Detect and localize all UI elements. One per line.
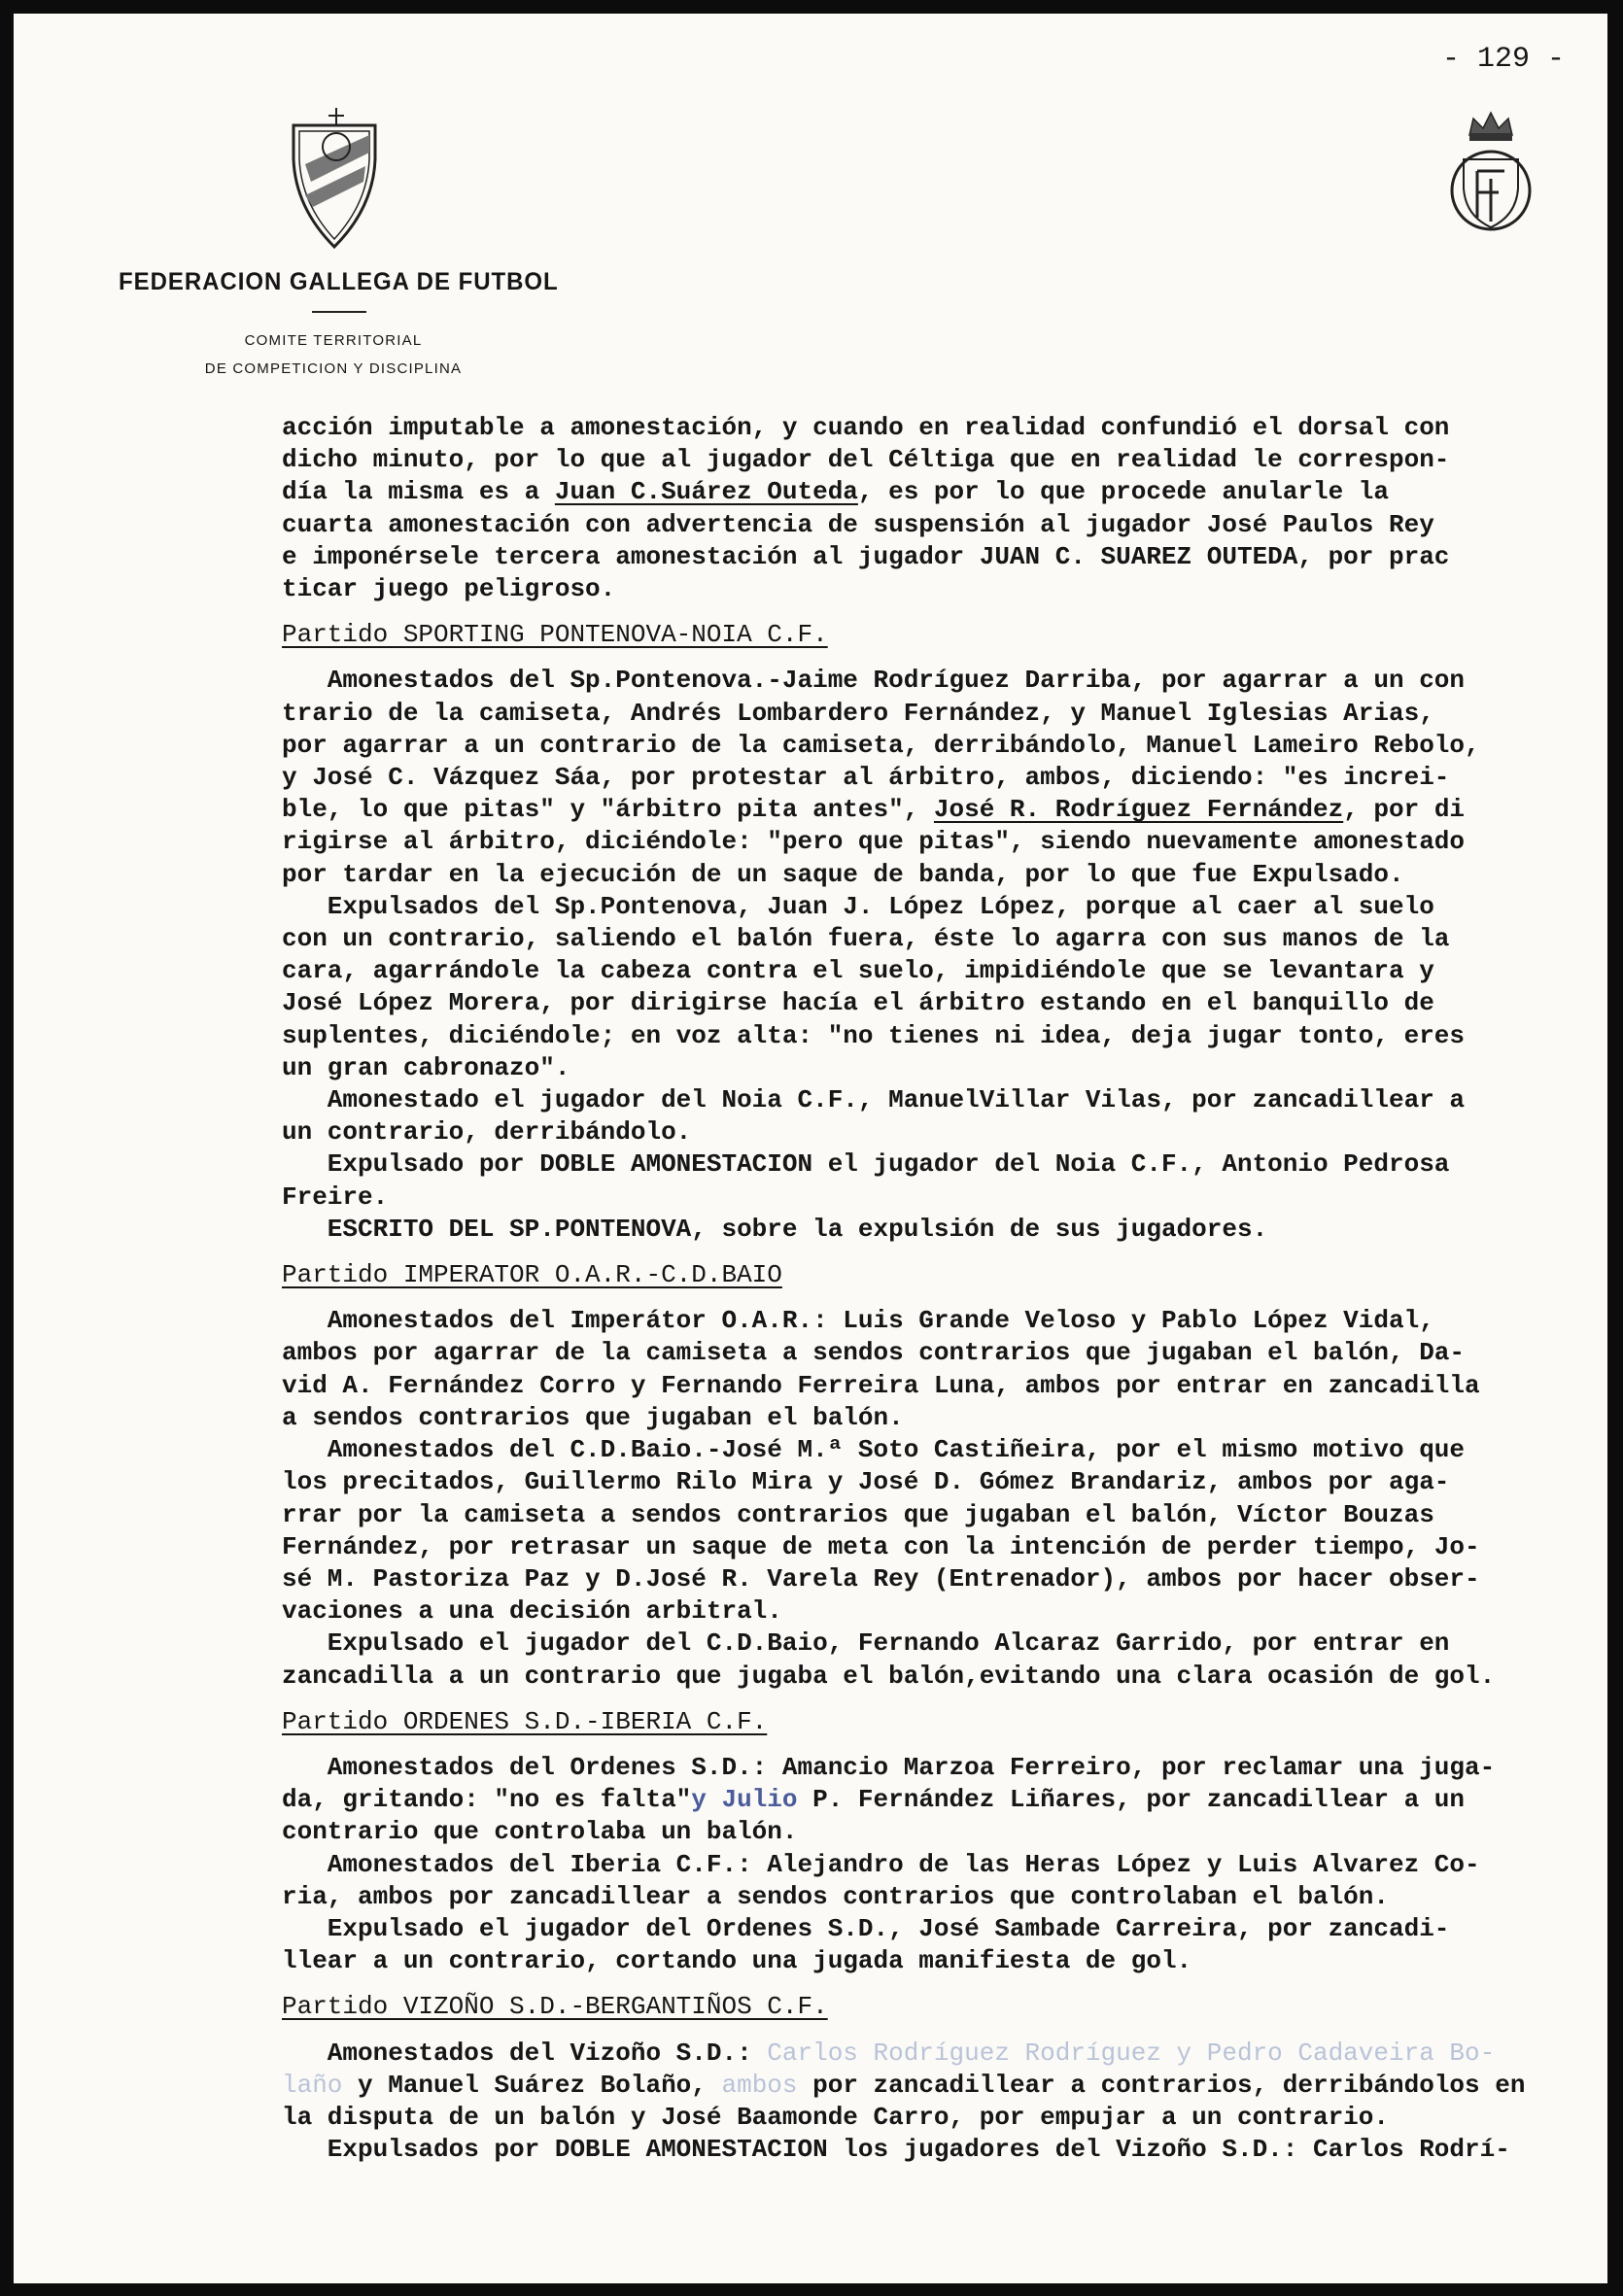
text-line: Expulsado por DOBLE AMONESTACION el jugador del Noia C.F., Antonio Pedrosa [282,1149,1450,1180]
text-line: rigirse al árbitro, diciéndole: "pero que pitas", siendo nuevamente amonestado [282,827,1465,857]
text-line: dicho minuto, por lo que al jugador del Céltiga que en realidad le correspon- [282,445,1450,475]
text-line: día la misma es a Juan C.Suárez Outeda, es por lo que procede anularle la [282,477,1390,507]
text-line: Amonestados del Ordenes S.D.: Amancio Marzoa Ferreiro, por reclamar una juga- [282,1752,1496,1782]
text-line: ria, ambos por zancadillear a sendos contrarios que controlaban el balón. [282,1881,1389,1911]
text-line: cuarta amonestación con advertencia de suspensión al jugador José Paulos Rey [282,509,1434,539]
text-line: ESCRITO DEL SP.PONTENOVA, sobre la expulsión de sus jugadores. [282,1214,1268,1244]
text-line: sé M. Pastoriza Paz y D.José R. Varela Rey (Entrenador), ambos por hacer obser- [282,1563,1480,1593]
committee-line-2: DE COMPETICION Y DISCIPLINA [204,360,463,377]
text-line: rrar por la camiseta a sendos contrarios que jugaban el balón, Víctor Bouzas [282,1499,1434,1529]
faded-text: Carlos Rodríguez Rodríguez y Pedro Cadaveira Bo- [767,2038,1496,2068]
text-line: ble, lo que pitas" y "árbitro pita antes", José R. Rodríguez Fernández, por di [282,795,1466,825]
text-line: Expulsados del Sp.Pontenova, Juan J. López López, porque al caer al suelo [282,891,1434,921]
text-line: Expulsados por DOBLE AMONESTACION los jugadores del Vizoño S.D.: Carlos Rodrí- [282,2135,1510,2165]
text-line: llear a un contrario, cortando una jugada manifiesta de gol. [282,1946,1192,1976]
text-line: Amonestados del Iberia C.F.: Alejandro de las Heras López y Luis Alvarez Co- [282,1849,1480,1879]
text-line: ticar juego peligroso. [282,574,616,604]
text-line: Expulsado el jugador del C.D.Baio, Fernando Alcaraz Garrido, por entrar en [282,1628,1450,1659]
match-heading: Partido VIZOÑO S.D.-BERGANTIÑOS C.F. [282,1992,828,2022]
text-line: José López Morera, por dirigirse hacía el árbitro estando en el banquillo de [282,988,1434,1018]
document-body [282,412,1604,2166]
text-line: laño y Manuel Suárez Bolaño, ambos por zancadillear a contrarios, derribándolos en [282,2070,1526,2100]
text-line: a sendos contrarios que jugaban el balón. [282,1402,904,1432]
text-line: vaciones a una decisión arbitral. [282,1596,782,1627]
text-line: con un contrario, saliendo el balón fuera, éste lo agarra con sus manos de la [282,924,1450,954]
match-heading: Partido SPORTING PONTENOVA-NOIA C.F. [282,620,828,650]
text-line: trario de la camiseta, Andrés Lombardero Fernández, y Manuel Iglesias Arias, [282,698,1434,728]
match-heading: Partido ORDENES S.D.-IBERIA C.F. [282,1706,768,1736]
text-line: cara, agarrándole la cabeza contra el suelo, impidiéndole que se levantara y [282,956,1434,986]
underlined-name: Juan C.Suárez Outeda [554,477,858,507]
text-line: Amonestados del Imperátor O.A.R.: Luis Grande Veloso y Pablo López Vidal, [282,1306,1434,1336]
text-line: por agarrar a un contrario de la camiseta, derribándolo, Manuel Lameiro Rebolo, [282,730,1480,760]
page-number: - 129 - [1442,43,1566,76]
text-line: ambos por agarrar de la camiseta a sendos contrarios que jugaban el balón, Da- [282,1338,1465,1368]
text-line: por tardar en la ejecución de un saque de banda, por lo que fue Expulsado. [282,859,1404,889]
text-line: vid A. Fernández Corro y Fernando Ferreira Luna, ambos por entrar en zancadilla [282,1370,1480,1400]
federation-name: FEDERACION GALLEGA DE FUTBOL [119,268,559,295]
text-line: e imponérsele tercera amonestación al jugador JUAN C. SUAREZ OUTEDA, por prac [282,541,1450,571]
text-line: Amonestados del C.D.Baio.-José M.ª Soto Castiñeira, por el mismo motivo que [282,1435,1465,1465]
faded-ink: y Julio [691,1785,798,1815]
text-line: un contrario, derribándolo. [282,1117,692,1148]
text-line: los precitados, Guillermo Rilo Mira y José D. Gómez Brandariz, ambos por aga- [282,1467,1450,1497]
text-line: y José C. Vázquez Sáa, por protestar al árbitro, ambos, diciendo: "es increi- [282,763,1450,793]
text-line: Amonestados del Sp.Pontenova.-Jaime Rodríguez Darriba, por agarrar a un con [282,666,1465,696]
text-line: Freire. [282,1182,389,1212]
text-line: Expulsado el jugador del Ordenes S.D., José Sambade Carreira, por zancadi- [282,1913,1450,1943]
committee-line-1: COMITE TERRITORIAL [244,332,423,349]
text-line: suplentes, diciéndole; en voz alta: "no tienes ni idea, deja jugar tonto, eres [282,1020,1465,1050]
text-line: contrario que controlaba un balón. [282,1817,798,1847]
royal-crest-icon [1442,101,1539,237]
text-line: un gran cabronazo". [282,1052,570,1082]
text-line: zancadilla a un contrario que jugaba el balón,evitando una clara ocasión de gol. [282,1661,1496,1691]
text-line: Amonestado el jugador del Noia C.F., ManuelVillar Vilas, por zancadillear a [282,1085,1465,1115]
faded-text: ambos [721,2070,798,2100]
text-line: Amonestados del Vizoño S.D.: Carlos Rodríguez Rodríguez y Pedro Cadaveira Bo- [282,2038,1496,2068]
underlined-name: José R. Rodríguez Fernández [933,795,1344,825]
text-line: acción imputable a amonestación, y cuando en realidad confundió el dorsal con [282,413,1450,442]
text-line: Fernández, por retrasar un saque de meta con la intención de perder tiempo, Jo- [282,1531,1480,1561]
header-divider [312,311,366,313]
federation-shield-icon [286,106,383,252]
match-heading: Partido IMPERATOR O.A.R.-C.D.BAIO [282,1260,782,1290]
text-line: da, gritando: "no es falta"y Julio P. Fernández Liñares, por zancadillear a un [282,1785,1466,1815]
text-line: la disputa de un balón y José Baamonde Carro, por empujar a un contrario. [282,2102,1389,2132]
document-page [14,14,1607,2283]
